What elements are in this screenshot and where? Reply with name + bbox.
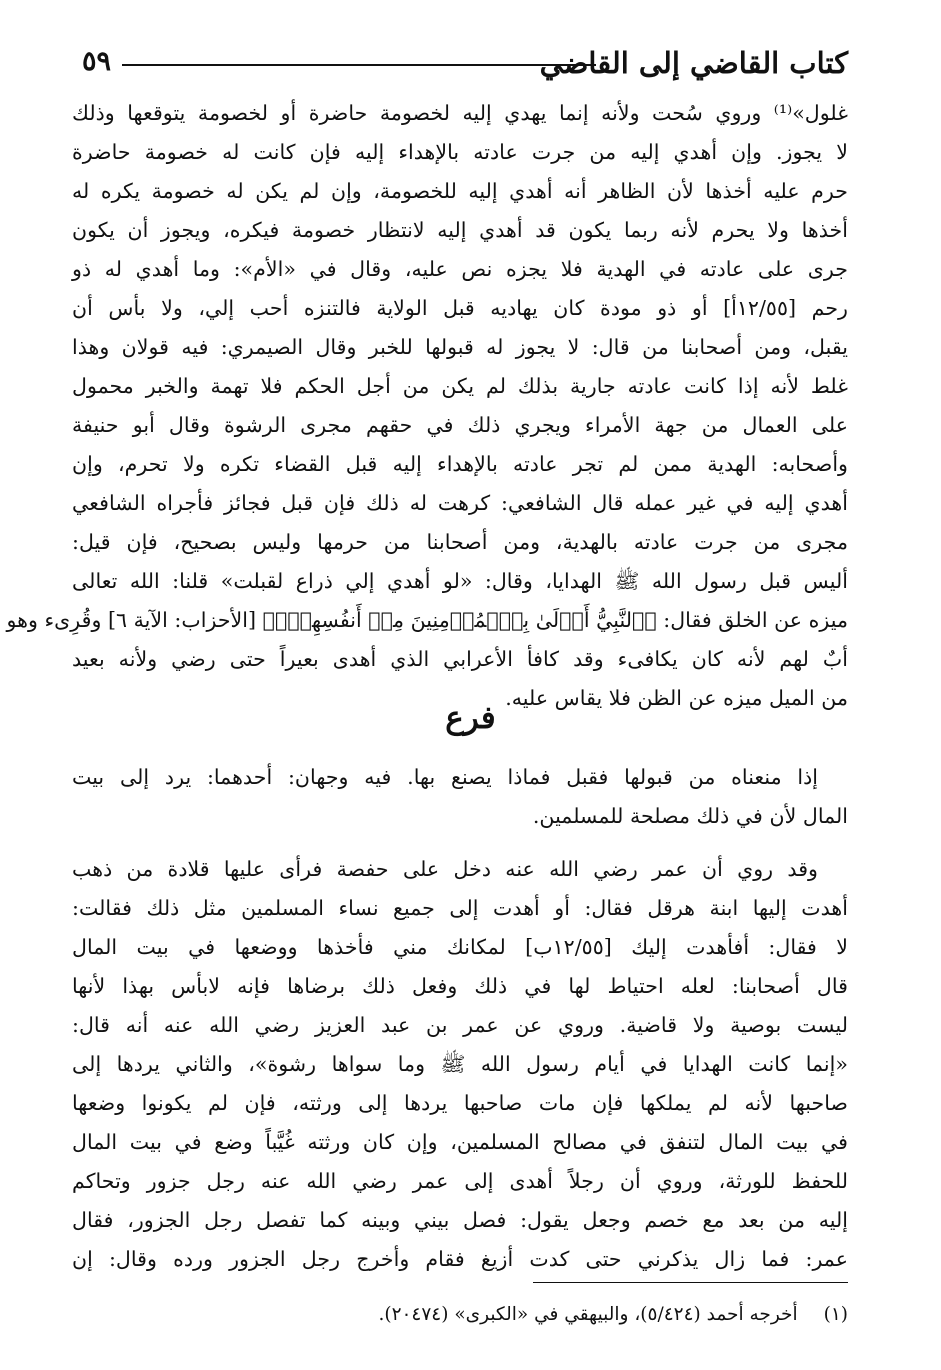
text-line: «إنما كانت الهدايا في أيام رسول الله ﷺ وما سواها رشوة»، والثاني يردها إلى: [72, 1052, 848, 1076]
text-line: إليه من بعد مع خصم وجعل يقول: فصل بيني وبينه كما تفصل رجل الجزور، فقال: [72, 1208, 848, 1232]
header-rule: [122, 64, 596, 66]
text-line: في بيت المال لتنفق في مصالح المسلمين، وإن كان ورثته غُيَّباً وضع في بيت المال: [72, 1130, 848, 1154]
text-line: رحم [١٢/٥٥أ] أو ذو مودة كان يهاديه قبل الولاية فالتنزه أحب إلي، ولا بأس أن: [72, 296, 848, 320]
footnote-text: أخرجه أحمد (٥/٤٢٤)، والبيهقي في «الكبرى» (٢٠٤٧٤).: [378, 1304, 798, 1325]
footnote-number: (١): [823, 1304, 848, 1325]
text-line: أهدي إليه في غير عمله قال الشافعي: كرهت له ذلك فإن قبل فجائز فأجراه الشافعي: [72, 491, 848, 515]
text-line: حرم عليه أخذها لأن الظاهر أنه أهدي إليه للخصومة، وإن لم يكن له خصومة يكره له: [72, 179, 848, 203]
text-line: لا يجوز. وإن أهدي إليه من جرت عادته بالإهداء إليه فإن كانت له خصومة حاضرة: [72, 140, 848, 164]
text-line: قال أصحابنا: لعله احتياط لها في ذلك وفعل ذلك برضاها فإنه لابأس بهذا لأنها: [72, 974, 848, 998]
text-line: أبٌ لهم لأنه كان يكافىء وقد كافأ الأعرابي الذي أهدى بعيراً حتى رضي ولأنه بعيد: [72, 647, 848, 671]
text-line: المال لأن في ذلك مصلحة للمسلمين.: [532, 804, 848, 828]
footnote-separator: [533, 1282, 848, 1283]
text-line: للحفظ للورثة، وروي أن رجلاً أهدى إلى عمر رضي الله عنه رجل جزور وتحاكم: [72, 1169, 848, 1193]
text-line: يقبل، ومن أصحابنا من قال: لا يجوز له قبولها للخبر وقال الصيمري: فيه قولان وهذا: [72, 335, 848, 359]
text-line: غلط لأنه إذا كانت عادته جارية بذلك لم يكن من أجل الحكم فلا تهمة والخبر محمول: [72, 374, 848, 398]
text-line: لا فقال: أفأهدت إليك [١٢/٥٥ب] لمكانك مني فأخذها ووضعها في بيت المال: [72, 935, 848, 959]
text-line: مجرى من جرت عادته بالهدية، ومن أصحابنا من حرمها وليس بصحيح، فإن قيل:: [72, 530, 848, 554]
text-line: على العمال من جهة الأمراء ويجري ذلك في حقهم مجرى الرشوة وقال أبو حنيفة: [72, 413, 848, 437]
text-line: ميزه عن الخلق فقال: ﴿ٱلنَّبِيُّ أَوۡلَىٰ بِٱلۡمُؤۡمِنِينَ مِنۡ أَنفُسِهِمۡۖ﴾ [الأحزاب: الآية ٦] وقُرِىء وهو: [6, 608, 848, 632]
text-line: ليست بوصية ولا قاضية. وروي عن عمر بن عبد العزيز رضي الله عنه أنه قال:: [72, 1013, 848, 1037]
text-line: من الميل ميزه عن الظن فلا يقاس عليه.: [505, 686, 848, 710]
text-line: جرى على عادته في الهدية فلا يجزه نص عليه، وقال في «الأم»: وما أهدي له ذو: [72, 257, 848, 281]
text-line: وقد روي أن عمر رضي الله عنه دخل على حفصة فرأى عليها قلادة من ذهب: [72, 857, 818, 881]
text-line: أخذها ولا يحرم لأنه ربما يكون قد أهدي إليه لانتظار خصومة فيكره، ويجوز أن يكون: [72, 218, 848, 242]
footnote: [72, 1300, 848, 1330]
text-line: أهدت إليها ابنة هرقل فقال: أو أهدت إلى جميع نساء المسلمين مثل ذلك فقالت:: [72, 896, 848, 920]
text-line: وأصحابه: الهدية ممن لم تجر عادته بالإهداء إليه قبل القضاء تكره ولا تحرم، وإن: [72, 452, 848, 476]
text-line: إذا منعناه من قبولها فقبل فماذا يصنع بها. فيه وجهان: أحدهما: يرد إلى بيت: [72, 765, 818, 789]
text-line: صاحبها لأنه لم يملكها فإن مات صاحبها يردها إلى ورثته، فإن لم يكونوا وضعها: [72, 1091, 848, 1115]
text-line: عمر: فما زال يذكرني حتى كدت أزيغ فقام وأخرج رجل الجزور ورده وقال: إن: [72, 1247, 848, 1271]
text-line: غلول»⁽¹⁾ وروي سُحت ولأنه إنما يهدي إليه لخصومة حاضرة أو لخصومة يتوقعها وذلك: [72, 101, 848, 125]
section-heading: فرع: [445, 700, 496, 736]
text-line: أليس قبل رسول الله ﷺ الهدايا، وقال: «لو أهدي إلي ذراع لقبلت» قلنا: الله تعالى: [72, 569, 848, 593]
running-header: [82, 42, 848, 88]
book-title: كتاب القاضي إلى القاضي: [539, 46, 848, 80]
page-number: ٥٩: [82, 46, 112, 77]
